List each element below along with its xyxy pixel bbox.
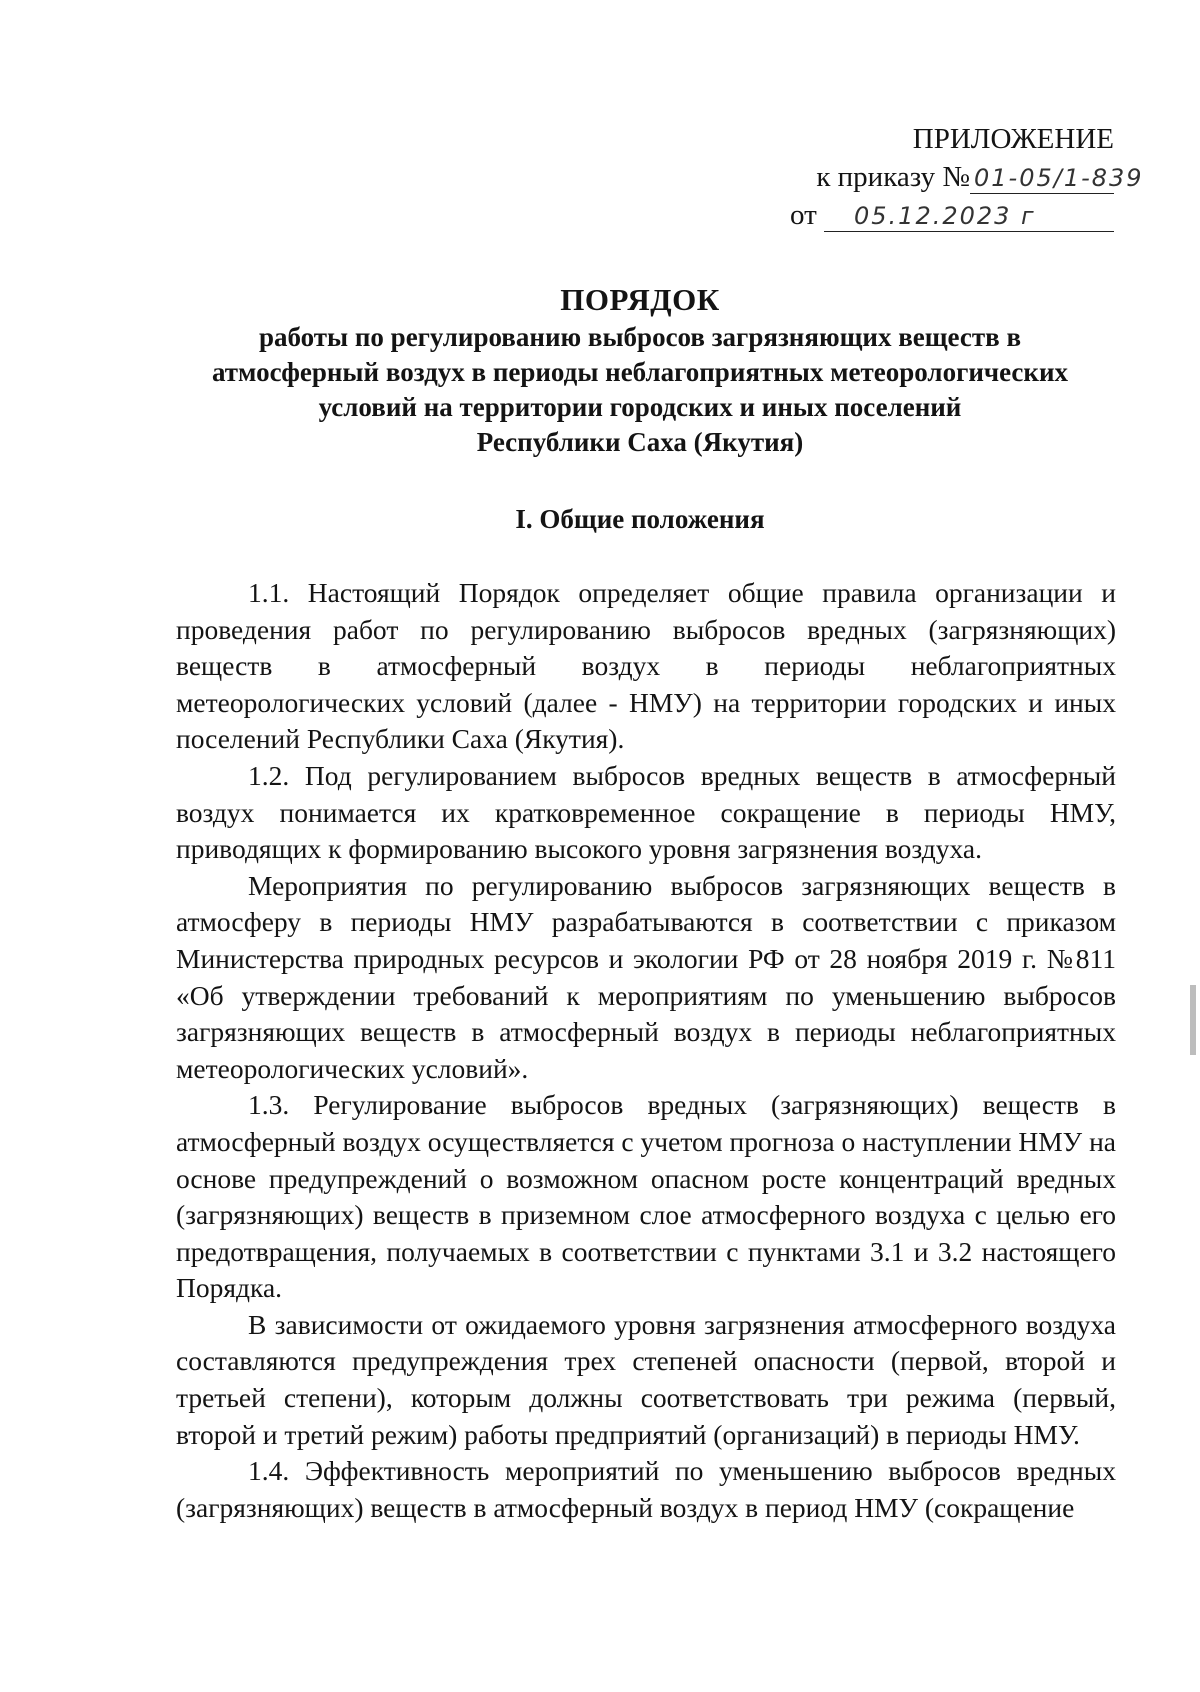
title-line: атмосферный воздух в периоды неблагоприятных метеорологических (211, 357, 1069, 387)
paragraph-measures: Мероприятия по регулированию выбросов загрязняющих веществ в атмосферу в периоды НМУ разрабатываются в соответствии с приказом Министерства природных ресурсов и экологии РФ от 28 ноября 2019 г. №811 «Об утверждении требований к мероприятиям по уменьшению выбросов загрязняющих веществ в атмосферный воздух в периоды неблагоприятных метеорологических условий». (176, 869, 1116, 1084)
paragraph-1-1: 1.1. Настоящий Порядок определяет общие правила организации и проведения работ по регулированию выбросов вредных (загрязняющих) веществ в атмосферный воздух в периоды неблагоприятных метеорологических условий (далее - НМУ) на территории городских и иных поселений Республики Саха (Якутия). (176, 577, 1116, 755)
document-title (160, 280, 1120, 460)
order-number-row (790, 158, 1144, 196)
date-prefix: от (789, 199, 817, 231)
paragraph-1-2: 1.2. Под регулированием выбросов вредных веществ в атмосферный воздух понимается их кратковременное сокращение в периоды НМУ, приводящих к формированию высокого уровня загрязнения воздуха. (176, 759, 1116, 865)
paragraph-warnings: В зависимости от ожидаемого уровня загрязнения атмосферного воздуха составляются предупреждения трех степеней опасности (первой, второй и третьей степени), которым должны соответствовать три режима (первый, второй и третий режим) работы предприятий (организаций) в периоды НМУ. (176, 1308, 1116, 1450)
appendix-label: ПРИЛОЖЕНИЕ (912, 123, 1114, 155)
order-number-handwritten: 01-05/1-839 (970, 163, 1114, 194)
paragraph-1-3: 1.3. Регулирование выбросов вредных (загрязняющих) веществ в атмосферный воздух осуществляется с учетом прогноза о наступлении НМУ на основе предупреждений о возможном опасном росте концентраций вредных (загрязняющих) веществ в приземном слое атмосферного воздуха с целью его предотвращения, получаемых в соответствии с пунктами 3.1 и 3.2 настоящего Порядка. (176, 1089, 1116, 1304)
title-main: ПОРЯДОК (560, 282, 720, 317)
title-line: условий на территории городских и иных поселений (318, 392, 962, 422)
order-date-handwritten: 05.12.2023 г (824, 201, 1114, 232)
appendix-header (789, 120, 1144, 234)
order-prefix: к приказу № (816, 161, 970, 193)
title-line: Республики Саха (Якутия) (476, 427, 804, 457)
section-heading: I. Общие положения (515, 504, 765, 534)
body-text (176, 575, 1116, 1526)
order-date-row (790, 196, 1114, 234)
title-line: работы по регулированию выбросов загрязняющих веществ в (258, 322, 1022, 352)
scan-edge-mark (1190, 985, 1196, 1055)
paragraph-1-4: 1.4. Эффективность мероприятий по уменьшению выбросов вредных (загрязняющих) веществ в атмосферный воздух в период НМУ (сокращение (176, 1455, 1116, 1523)
